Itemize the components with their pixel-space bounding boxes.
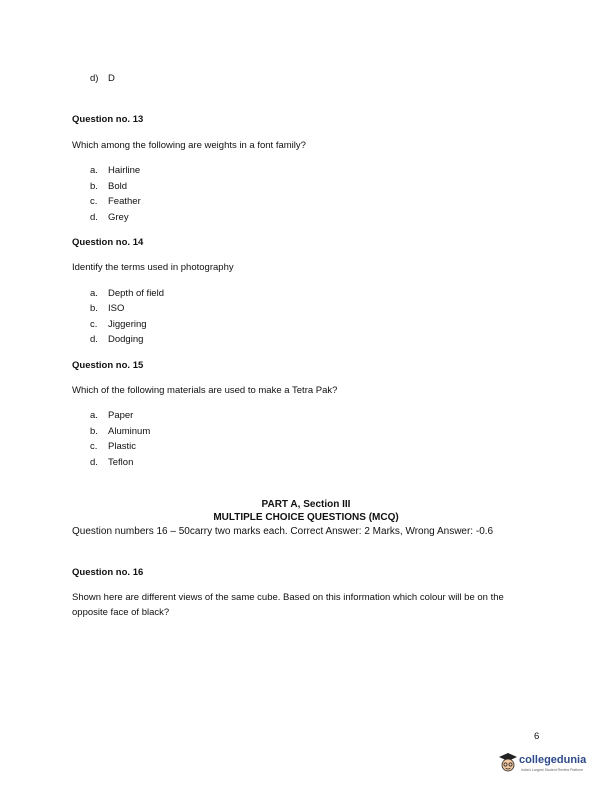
question-14-option-c [90, 319, 147, 331]
option-letter: c. [90, 441, 98, 452]
option-text: Bold [108, 181, 128, 192]
option-text: Plastic [108, 441, 136, 452]
option-letter: c. [90, 319, 98, 330]
option-text: Aluminum [108, 426, 151, 437]
option-letter: d. [90, 457, 98, 468]
question-14-heading: Question no. 14 [72, 237, 144, 248]
option-text: Hairline [108, 165, 141, 176]
question-13-option-d [90, 212, 129, 224]
question-14-option-d [90, 334, 143, 346]
option-text: Jiggering [108, 319, 147, 330]
question-15-option-c [90, 441, 136, 453]
option-letter: b. [90, 426, 98, 437]
option-letter: a. [90, 165, 98, 176]
option-text: Grey [108, 212, 129, 223]
question-15-option-a [90, 410, 133, 422]
option-text: Depth of field [108, 288, 164, 299]
question-15-option-b [90, 426, 150, 438]
logo-wordmark: collegedunia [519, 754, 587, 766]
graduate-mascot-icon [497, 751, 519, 775]
question-13-heading: Question no. 13 [72, 114, 144, 125]
option-letter: c. [90, 196, 98, 207]
option-letter: b. [90, 303, 98, 314]
option-text: ISO [108, 303, 125, 314]
section-title: PART A, Section III [261, 499, 351, 510]
option-letter: a. [90, 288, 98, 299]
section-subtitle: MULTIPLE CHOICE QUESTIONS (MCQ) [213, 512, 399, 523]
question-14-option-b [90, 303, 124, 315]
option-text: Paper [108, 410, 134, 421]
question-16-text-line2: opposite face of black? [72, 607, 170, 618]
question-16-text-line1: Shown here are different views of the same cube. Based on this information which colour will be on the [72, 592, 504, 603]
question-13-option-a [90, 165, 140, 177]
question-13-option-c [90, 196, 141, 208]
question-14-option-a [90, 288, 164, 300]
option-letter: a. [90, 410, 98, 421]
option-letter: d. [90, 334, 98, 345]
carry-over-option [90, 73, 115, 85]
question-13-option-b [90, 181, 127, 193]
option-text: Teflon [108, 457, 134, 468]
question-15-text: Which of the following materials are used to make a Tetra Pak? [72, 385, 338, 396]
option-letter: d) [90, 73, 99, 84]
option-text: D [108, 73, 115, 84]
option-text: Dodging [108, 334, 144, 345]
option-letter: d. [90, 212, 98, 223]
collegedunia-logo [497, 751, 597, 781]
question-15-heading: Question no. 15 [72, 360, 144, 371]
question-13-text: Which among the following are weights in a font family? [72, 140, 306, 151]
question-15-option-d [90, 457, 133, 469]
question-16-heading: Question no. 16 [72, 567, 144, 578]
logo-tagline: India's Largest Student Review Platform [521, 768, 584, 772]
question-14-text: Identify the terms used in photography [72, 262, 234, 273]
page-number: 6 [534, 731, 540, 742]
option-letter: b. [90, 181, 98, 192]
option-text: Feather [108, 196, 141, 207]
section-instruction: Question numbers 16 – 50carry two marks each. Correct Answer: 2 Marks, Wrong Answer: -0.6 [72, 526, 494, 537]
